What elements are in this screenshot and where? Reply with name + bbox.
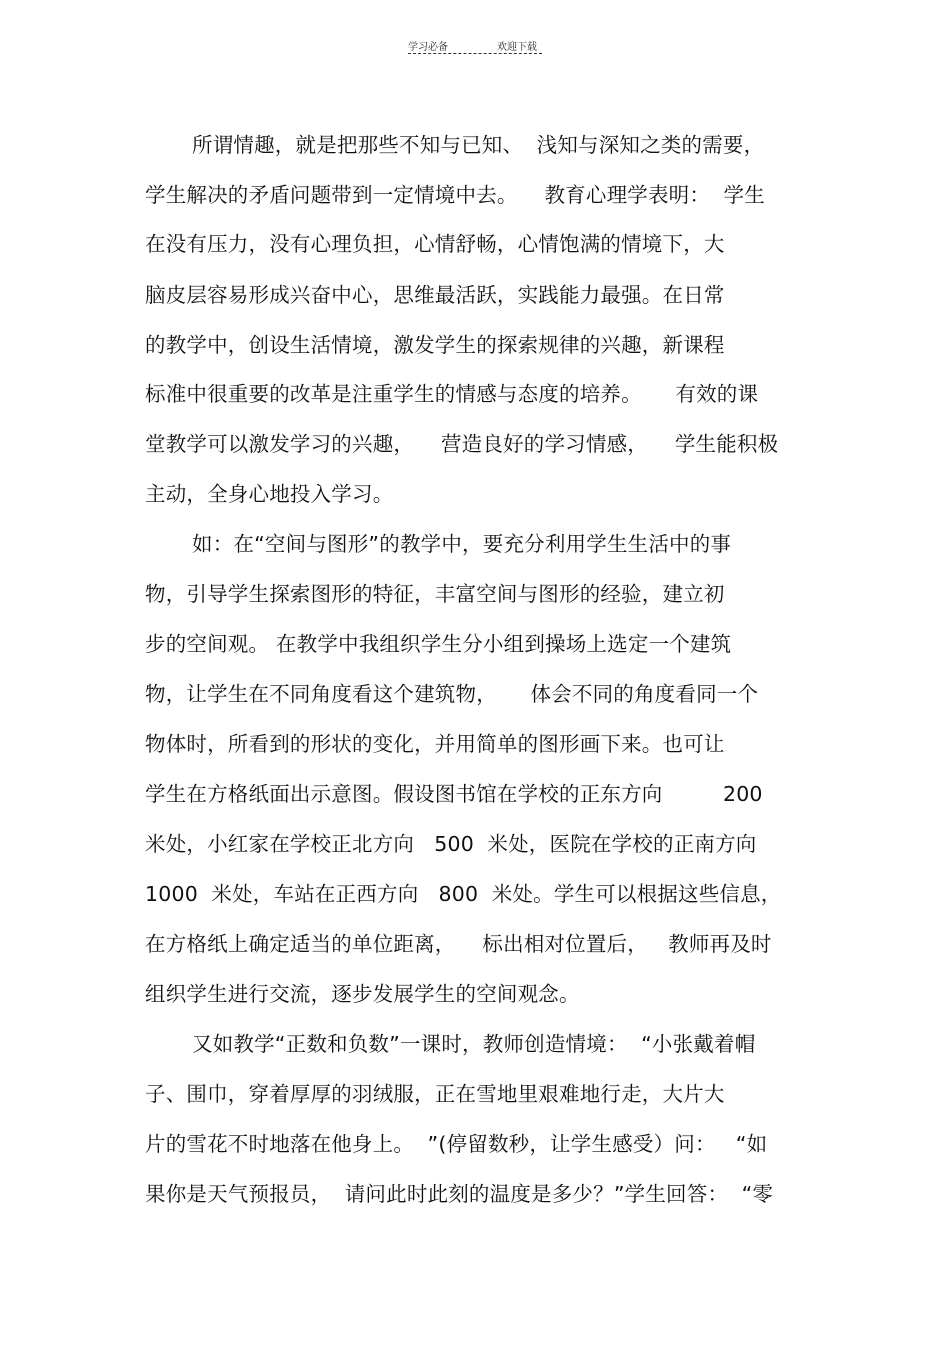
paragraph-1-line-7: 堂教学可以激发学习的兴趣， 营造良好的学习情感， 学生能积极 <box>145 432 779 456</box>
paragraph-3-line-3: 片的雪花不时地落在他身上。 ”(停留数秒，让学生感受）问： “如 <box>145 1132 768 1156</box>
paragraph-2-line-6: 学生在方格纸面出示意图。假设图书馆在学校的正东方向 200 <box>145 782 763 806</box>
paragraph-3-line-4: 果你是天气预报员， 请问此时此刻的温度是多少？”学生回答： “零 <box>145 1182 774 1206</box>
paragraph-1-line-1: 所谓情趣，就是把那些不知与已知、 浅知与深知之类的需要， <box>192 133 765 157</box>
paragraph-3-line-1: 又如教学“正数和负数”一课时，教师创造情境： “小张戴着帽 <box>192 1032 756 1056</box>
paragraph-2-line-10: 组织学生进行交流，逐步发展学生的空间观念。 <box>145 982 580 1006</box>
paragraph-1-line-4: 脑皮层容易形成兴奋中心，思维最活跃，实践能力最强。在日常 <box>145 283 725 307</box>
header-left-text: 学习必备 <box>408 42 448 53</box>
paragraph-2-line-8: 1000 米处，车站在正西方向 800 米处。学生可以根据这些信息， <box>145 882 782 906</box>
paragraph-2-line-5: 物体时，所看到的形状的变化，并用简单的图形画下来。也可让 <box>145 732 725 756</box>
paragraph-1-line-2: 学生解决的矛盾问题带到一定情境中去。 教育心理学表明： 学生 <box>145 183 765 207</box>
paragraph-2-line-7: 米处，小红家在学校正北方向 500 米处，医院在学校的正南方向 <box>145 832 757 856</box>
paragraph-3-line-2: 子、围巾，穿着厚厚的羽绒服，正在雪地里艰难地行走，大片大 <box>145 1082 725 1106</box>
paragraph-1-line-5: 的教学中，创设生活情境，激发学生的探索规律的兴趣，新课程 <box>145 333 725 357</box>
paragraph-2-line-2: 物，引导学生探索图形的特征，丰富空间与图形的经验，建立初 <box>145 582 725 606</box>
paragraph-2-line-1: 如：在“空间与图形”的教学中，要充分利用学生生活中的事 <box>192 532 732 556</box>
header-dashed-rule <box>408 53 542 54</box>
paragraph-2-line-3: 步的空间观。 在教学中我组织学生分小组到操场上选定一个建筑 <box>145 632 732 656</box>
paragraph-1-line-6: 标准中很重要的改革是注重学生的情感与态度的培养。 有效的课 <box>145 382 759 406</box>
paragraph-1-line-3: 在没有压力，没有心理负担，心情舒畅，心情饱满的情境下，大 <box>145 232 725 256</box>
header-right-text: 欢迎下载 <box>497 42 537 53</box>
paragraph-2-line-9: 在方格纸上确定适当的单位距离， 标出相对位置后， 教师再及时 <box>145 932 772 956</box>
paragraph-1-line-8: 主动，全身心地投入学习。 <box>145 482 394 506</box>
paragraph-2-line-4: 物，让学生在不同角度看这个建筑物， 体会不同的角度看同一个 <box>145 682 759 706</box>
page-header <box>408 38 542 58</box>
